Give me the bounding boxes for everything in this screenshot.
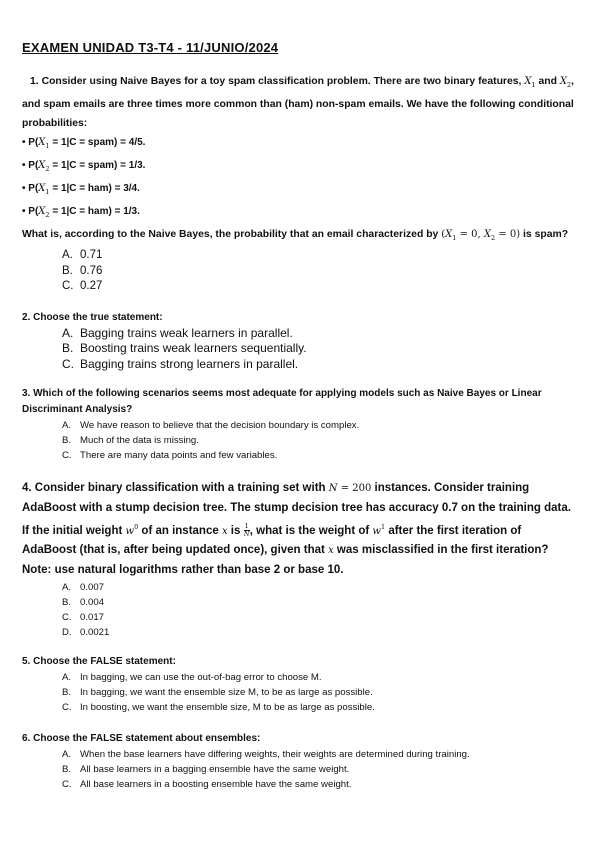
q2-options [22,326,578,373]
option[interactable]: D. 0.0021 [62,627,110,639]
option[interactable]: C. 0.017 [62,612,105,624]
q1-conditions [22,133,578,225]
q6-options [22,747,578,792]
question-1-text: 1. Consider using Naive Bayes for a toy spam classification problem. There are two binary features, $X_1$ and $X_2$, and spam emails are three times more common than (ham) non-spam emails. We have the following conditional probabilities: [22,76,574,130]
q4-options [22,580,578,640]
condition-line: • $P(X_1 = 1|C = ham) = 3/4$. [22,183,140,197]
question-4-text: 4. Consider binary classification with a training set with N = 200 instances. Consider training AdaBoost with a stump decision tree. The stump decision tree has accuracy 0.7 on the training data. If the initial weight $w^0$ of an instance x is $\frac{1}{N}$ , what is the weight of $w^1$ after the first iteration of AdaBoost (that is, after being updated once), given that x was misclassified in the first iteration? Note: use natural logarithms rather than base 2 or base 10. [22,482,571,576]
question-2-text: 2. Choose the true statement: [22,311,163,323]
option[interactable]: B. Boosting trains weak learners sequentially. [62,341,307,356]
question-1 [22,72,578,295]
option[interactable]: C. 0.27 [62,280,103,293]
q5-options [22,670,578,715]
question-5 [22,654,578,715]
question-6-text: 6. Choose the FALSE statement about ensembles: [22,733,261,745]
option[interactable]: C. There are many data points and few variables. [62,450,278,462]
condition-line: • $P(X_1 = 1|C$ = spam) = 4/5. [22,137,146,151]
fraction-1-over-n: $\frac{1}{N}$ [243,522,250,539]
q1-var-x2: X [559,76,567,87]
q1-options [22,248,578,295]
option[interactable]: B. Much of the data is missing. [62,435,199,447]
exam-title: EXAMEN UNIDAD T3-T4 - 11/JUNIO/2024 [22,40,279,55]
q1-var-x1: X [524,76,532,87]
q1-intro-b: , and spam emails are three times more common than (ham) non-spam emails. We have the following conditional probabilities: [22,76,574,130]
option[interactable]: C. All base learners in a boosting ensemble have the same weight. [62,779,352,791]
question-3 [22,386,578,463]
option[interactable]: A. When the base learners have differing weights, their weights are determined during training. [62,749,470,761]
option[interactable]: B. All base learners in a bagging ensemble have the same weight. [62,764,350,776]
option[interactable]: A. 0.007 [62,582,105,594]
question-2 [22,310,578,373]
q1-question: What is, according to the Naive Bayes, the probability that an email characterized by ($X_1 = 0$, $X_2 = 0$) is spam? [22,229,569,243]
option[interactable]: A. In bagging, we can use the out-of-bag error to choose M. [62,672,322,684]
condition-line: • $P(X_2 = 1|C = ham) = 1/3$. [22,206,140,220]
q3-options [22,418,578,463]
question-3-text: 3. Which of the following scenarios seems most adequate for applying models such as Naive Bayes or Linear Discriminant Analysis? [22,388,542,416]
option[interactable]: A. 0.71 [62,249,103,262]
question-5-text: 5. Choose the FALSE statement: [22,656,176,668]
option[interactable]: C. In boosting, we want the ensemble size, M to be as large as possible. [62,702,375,714]
q1-intro-and: and [538,76,557,87]
option[interactable]: C. Bagging trains strong learners in parallel. [62,356,299,371]
q1-intro-a: Consider using Naive Bayes for a toy spam classification problem. There are two binary features, [41,76,522,87]
question-6 [22,731,578,792]
q1-number: 1. [30,76,39,87]
question-4 [22,479,578,640]
option[interactable]: A. We have reason to believe that the decision boundary is complex. [62,420,360,432]
option[interactable]: B. 0.76 [62,264,103,277]
option[interactable]: B. 0.004 [62,597,105,609]
option[interactable]: A. Bagging trains weak learners in parallel. [62,325,293,340]
condition-line: • $P(X_2 = 1|C$ = spam) = 1/3. [22,160,146,174]
option[interactable]: B. In bagging, we want the ensemble size M, to be as large as possible. [62,687,373,699]
